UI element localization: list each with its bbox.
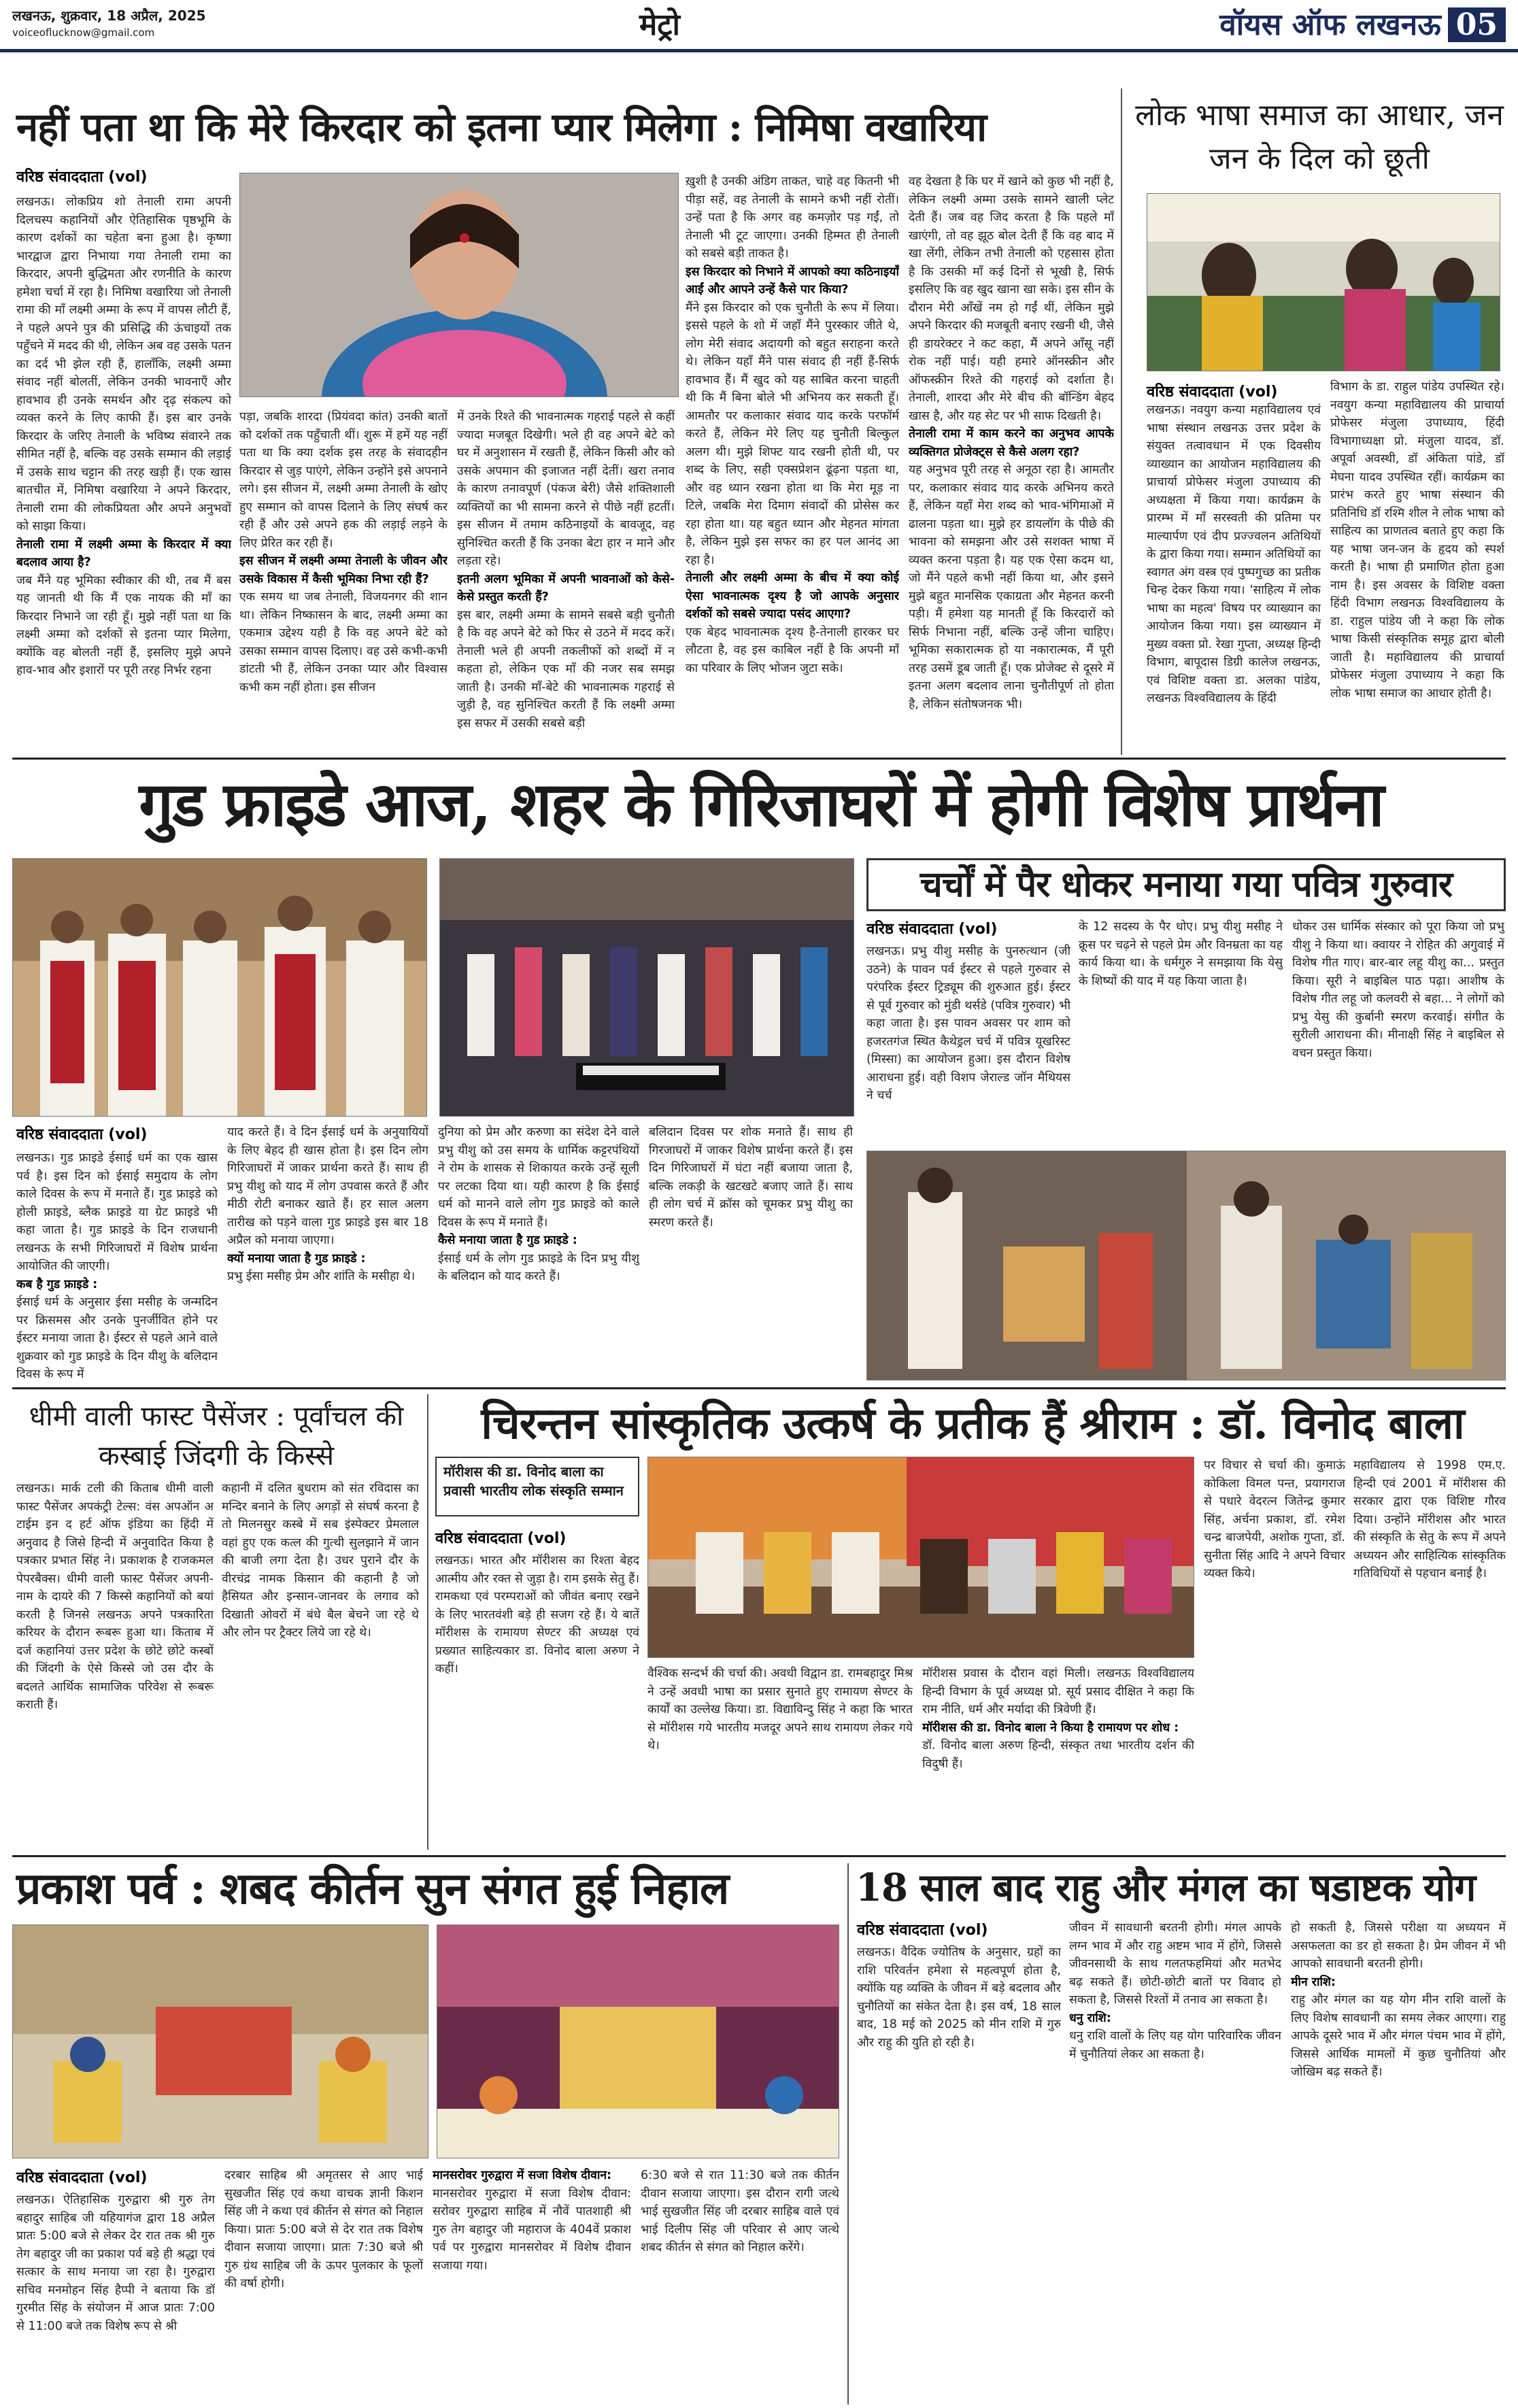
story5-text-3: मॉरीशस प्रवास के दौरान वहां मिली। लखनऊ विश्वविद्यालय हिन्दी विभाग के पूर्व अध्यक्ष प्रो. सूर्य प्रसाद दीक्षित ने कहा कि राम नीति, धर्म और मर्यादा की त्रिवेणी हैं।	[922, 1667, 1194, 1716]
story2-text-1b: ईसाई धर्म के अनुसार ईसा मसीह के जन्मदिन पर क्रिसमस और उनके पुनर्जीवित होने पर ईस्टर मनाया जाता है। ईस्टर से पहले आने वाले शुक्रवार को गुड फ्राइडे के दिन यीशु के बलिदान दिवस के रूप में	[16, 1295, 218, 1380]
gurudwara-photo-left	[12, 1924, 428, 2158]
story5-col5: महाविद्यालय से 1998 एम.ए. हिन्दी एवं 2001 में मॉरीशस की सरकार द्वारा एक विशिष्ट गौरव दिया। उन्होंने मॉरीशस और भारत की संस्कृति के सेतु के रूप में अपने अध्ययन और साहित्यिक सांस्कृतिक गतिविधियों से पहचान बनाई है।	[1353, 1459, 1506, 1580]
story1-text-1b: जब मैंने यह भूमिका स्वीकार की थी, तब मैं बस यह जानती थी कि मैं एक नायक की माँ का किरदार निभाने जा रही हूँ। मुझे नहीं पता था कि लक्ष्मी अम्मा को दर्शकों से इतना प्यार मिलेगा, क्योंकि वह बोलती नहीं हैं, इसलिए मुझे अपने हाव-भाव और इशारों पर पूरी तरह निर्भर रहना	[16, 573, 231, 677]
story4-headline: धीमी वाली फास्ट पैसेंजर : पूर्वांचल की कस्बाई जिंदगी के किस्से	[29, 1401, 404, 1472]
story1-headline: नहीं पता था कि मेरे किरदार को इतना प्यार मिलेगा : निमिषा वखारिया	[16, 104, 987, 150]
story2-text-3: दुनिया को प्रेम और करुणा का संदेश देने वाले प्रभु यीशु को उस समय के धार्मिक कट्टरपंथियों ने रोम के शासक से शिकायत करके उन्हें सूली पर लटका दिया था। यही कारण है कि ईसाई धर्म को मानने वाले लोग गुड फ्राइडे को काले दिवस के रूप में मनाते हैं।	[438, 1125, 639, 1230]
story1-text-3b: इस बार, लक्ष्मी अम्मा के सामने सबसे बड़ी चुनौती है कि वह अपने बेटे को फिर से उठने में मदद करें। तेनाली भले ही अपनी तकलीफों को शब्दों में न कहता हो, लेकिन एक माँ की नजर सब समझ जाती है। उनकी माँ-बेटे की भावनात्मक गहराई से जुड़ी है, वह सुनिश्चित करती हैं कि लक्ष्मी अम्मा इस सफर में उसकी सबसे बड़ी	[457, 608, 675, 730]
story2-byline: वरिष्ठ संवाददाता (vol)	[16, 1126, 148, 1143]
story1-text-4b: मैंने इस किरदार को एक चुनौती के रूप में लिया। इससे पहले के शो में जहाँ मैंने पुरस्कार जीते थे, लोग मेरी संवाद अदायगी को बहुत सराहना करते थे। लेकिन यहाँ मैंने पास संवाद ही नहीं हैं-सिर्फ हावभाव हैं। मैं खुद को यह साबित करना चाहती थी कि मैं बिना बोले भी अभिनय कर सकती हूँ। आमतौर पर कलाकार संवाद याद करके परफॉर्म करते हैं, लेकिन मेरे लिए यह चुनौती बिल्कुल अलग थी। मुझे शिफ्ट याद रखनी होती थी, पर शब्द के लिए, सही एक्सप्रेशन ढूंढ़ना पड़ता था, और वह ध्यान रखना होता था कि मेरा मूड़ ना टिले, जबकि मेरा दिमाग संवादों की प्रोसेस कर रहा होता था। यह बहुत ध्यान और मेहनत मांगता है, लेकिन मुझे इस सफर का हर पल आनंद आ रहा है।	[686, 301, 899, 567]
col-divider-2	[427, 1394, 428, 1850]
story6-sub-1: मानसरोवर गुरुद्वारा में सजा विशेष दीवान:	[433, 2169, 612, 2182]
story6-col2: दरबार साहिब श्री अमृतसर से आए भाई सुखजीत सिंह एवं कथा वाचक ज्ञानी किशन सिंह जी ने कथा एवं कीर्तन से संगत को निहाल किया। प्रातः 5:00 बजे से देर रात तक विशेष दीवान सजाया जाएगा। प्रातः 7:30 बजे श्री गुरु ग्रंथ साहिब जी के ऊपर पुलकार के फूलों की वर्षा होगी।	[224, 2169, 423, 2290]
story7-col2	[1069, 1919, 1281, 2405]
story3-col1: लखनऊ। प्रभु यीशु मसीह के पुनरुत्थान (जी उठने) के पावन पर्व ईस्टर से पहले गुरुवार से परंपरिक ईस्टर ट्रिड्यूम की शुरुआत हुई। ईस्टर से पूर्व गुरुवार को मुंडी थर्सडे (पवित्र गुरुवार) भी कहा जाता है। इस पावन अवसर पर शाम को हजरतगंज स्थित कैथेड्रल चर्च में पवित्र यूखरिस्ट (मिस्सा) का आयोजन हुआ। इस दौरान विशेष आराधना हुई। वही विशप जेराल्ड जॉन मैथियस ने चर्च	[866, 945, 1070, 1102]
section-rule-2	[12, 1387, 1506, 1389]
paper-name	[1219, 3, 1506, 44]
story6-byline: वरिष्ठ संवाददाता (vol)	[16, 2169, 148, 2186]
story5-col4: पर विचार से चर्चा की। कुमाऊं कोकिला विमल पन्त, प्रयागराज से पधारे वेदरत्न जितेन्द्र कुमार सिंह, अर्चना प्रकाश, डॉ. रमेश चन्द्र बाजपेयी, अशोक गुप्ता, डॉ. सुनीता सिंह आदि ने अपने विचार व्यक्त किये।	[1204, 1459, 1345, 1580]
story1-text-5: वह देखता है कि घर में खाने को कुछ भी नहीं है, लेकिन लक्ष्मी अम्मा उसके सामने खाली प्लेट देती हैं। जब वह जिद करता है कि पहले माँ खाएंगी, तो वह झूठ बोल देती हैं कि वह बाद में खा लेंगी, लेकिन तभी तेनाली को एहसास होता है कि उसकी माँ कई दिनों से भूखी है, सिर्फ इसलिए कि वह खुद खाना खा सके। इस सीन के दौरान मेरी आँखें नम हो गईं थीं, लेकिन मुझे अपने किरदार की मजबूती बनाए रखनी थी, जैसे ही डायरेक्टर ने कट कहा, मैं अपने आँसू नहीं रोक नहीं पाई। यही हमारे ऑनस्क्रीन और ऑफस्क्रीन रिश्ते की गहराई को दर्शाता है। तेनाली, शारदा और मेरे बीच की बॉन्डिंग बेहद खास है, और यह सेट पर भी साफ दिखती है।	[909, 175, 1114, 423]
story7-sub-1: धनु राशि:	[1069, 2011, 1111, 2025]
story2-col3	[438, 1123, 639, 1380]
section-rule-3	[12, 1855, 1506, 1857]
story2-col1	[16, 1149, 218, 1380]
section-rule	[12, 758, 1506, 760]
story3-col3: धोकर उस धार्मिक संस्कार को पूरा किया जो प्रभु यीशु ने किया था। क्वायर ने रोहित की अगुवाई में विशेष गीत गाए। बार-बार लहू यीशु का... प्रस्तुत किया। सूरी ने बाइबिल पाठ पढ़ा। आशीष के विशेष गीत लहू जो कलवरी से बहा... ने लोगों को प्रभु येसु की कुर्बानी स्मरण करवाई। संगीत के सुरीली आराधना की। मीनाक्षी सिंह ने बाइबिल से वचन प्रस्तुत किया।	[1292, 920, 1504, 1060]
story2-text-1: लखनऊ। गुड फ्राइडे ईसाई धर्म का एक खास पर्व है। इस दिन को ईसाई समुदाय के लोग काले दिवस के रूप में मनाते हैं। गुड फ्राइडे को होली फ्राइडे, ब्लैक फ्राइडे या ग्रेट फ्राइडे भी कहा जाता है। गुड फ्राइडे के दिन राजधानी लखनऊ के सभी गिरिजाघरों में विशेष प्रार्थना आयोजित की जाएगी।	[16, 1151, 218, 1273]
story1-col1	[16, 193, 231, 749]
story4-col1: लखनऊ। मार्क टली की किताब धीमी वाली फास्ट पैसेंजर अपकंट्री टेल्स: वंस अपऑन अ टाईम इन द हर्ट ऑफ इंडिया का हिंदी में अनुवाद है जिसे हिन्दी में अनुवादित किया है पत्रकार प्रभात सिंह ने। प्रकाशक है राजकमल पेपरबैक्स। धीमी वाली फास्ट पैसेंजर अपनी-नाम के दायरे की 7 किस्से कहानियों को बयां करती है जिनसे लखनऊ अपने पत्रकारिता करियर के दौरान रूबरू हुआ था। किताब में दर्ज कहानियां उत्तर प्रदेश के छोटे छोटे कस्बों की जिंदगी के ऐसे किस्से जो उस दौर के बदलते आर्थिक सामाजिक परिवेश से रूबरू कराती हैं।	[16, 1482, 214, 1712]
masthead-rule	[0, 49, 1518, 52]
story7-text-3b: राहु और मंगल का यह योग मीन राशि वालों के लिए विशेष सावधानी का समय लेकर आएगा। राहु आपके दूसरे भाव में और मंगल पंचम भाव में होंगे, जिससे आर्थिक मामलों में कुछ चुनौतियां और जोखिम बढ़ सकते हैं।	[1291, 1993, 1506, 2079]
story5-text-3b: डॉ. विनोद बाला अरुण हिन्दी, संस्कृत तथा भारतीय दर्शन की विदुषी हैं।	[922, 1739, 1194, 1771]
side-headline: लोक भाषा समाज का आधार, जन जन के दिल को छूती	[1135, 98, 1504, 176]
story7-text-2: जीवन में सावधानी बरतनी होगी। मंगल आपके लग्न भाव में और राहु अष्टम भाव में होंगे, जिससे जीवनसाथी के साथ गलतफहमियां और मतभेद बढ़ सकते हैं। छोटी-छोटी बातों पर विवाद हो सकता है, जिससे रिश्तों में तनाव आ सकता है।	[1069, 1921, 1281, 2007]
seminar-photo	[1147, 193, 1500, 371]
story2-headline: गुड फ्राइडे आज, शहर के गिरिजाघरों में होगी विशेष प्रार्थना	[139, 768, 1383, 841]
col-divider-3	[847, 1863, 849, 2405]
story2-col2	[227, 1123, 428, 1380]
story2-text-2: याद करते हैं। वे दिन ईसाई धर्म के अनुयायियों के लिए बेहद ही खास होता है। इस दिन लोग गिरिजाघरों में जाकर प्रार्थना करते हैं। साथ ही प्रभु यीशु को याद में लोग उपवास करते हैं और मीठी रोटी बनाकर खाते हैं। हर साल अलग तारीख को पड़ने वाला गुड फ्राइडे इस बार 18 अप्रैल को मनाया जाएगा।	[227, 1125, 428, 1247]
story2-sub-1: कब है गुड फ्राइडे :	[16, 1277, 98, 1291]
gurudwara-photo-right	[437, 1924, 839, 2158]
actress-photo	[239, 173, 679, 397]
story7-byline: वरिष्ठ संवाददाता (vol)	[857, 1922, 988, 1939]
story3-headline-box	[866, 858, 1506, 911]
church-choir-photo	[439, 858, 854, 1117]
story1-col2	[239, 408, 448, 749]
story1-byline: वरिष्ठ संवाददाता (vol)	[16, 169, 148, 186]
story1-question-1: तेनाली रामा में लक्ष्मी अम्मा के किरदार में क्या बदलाव आया है?	[16, 537, 231, 569]
story1-text-1: लखनऊ। लोकप्रिय शो तेनाली रामा अपनी दिलचस्प कहानियों और ऐतिहासिक पृष्ठभूमि के कारण दर्शकों का चहेता बना हुआ है। कृष्णा भारद्वाज द्वारा निभाया गया तेनाली रामा का किरदार, अपनी बुद्धिमता और रणनीति के कारण हमेशा चर्चा में रहा है। निमिषा वखारिया जो तेनाली रामा की माँ लक्ष्मी अम्मा के रूप में वापस लौटी हैं, ने पहले अपने पुत्र की प्रसिद्धि की ऊंचाइयों तक पहुँचने में मदद की थी, लेकिन अब वह उसके पतन का दर्द भी झेल रही हैं, हालाँकि, लक्ष्मी अम्मा संवाद नहीं बोलतीं, लेकिन उनकी भावनाएँ और हावभाव ही उनके समर्थन और दृढ़ संकल्प को व्यक्त करने के लिए काफी हैं। इस बार उनके किरदार के जरिए तेनाली के भविष्य संवारने तक सीमित नहीं है, बल्कि वह उसके सम्मान की लड़ाई में उसके साथ चट्टान की तरह खड़ी हैं। एक खास बातचीत में, निमिषा वखारिया ने अपने किरदार, तेनाली रामा की लोकप्रियता और अपने अनुभवों को साझा किया।	[16, 195, 231, 533]
story1-question-6: तेनाली रामा में काम करने का अनुभव आपके व्यक्तिगत प्रोजेक्ट्स से कैसे अलग रहा?	[909, 427, 1114, 459]
story7-col3	[1291, 1919, 1506, 2405]
section-label: मेट्रो	[639, 7, 680, 42]
story2-text-2b: प्रभु ईसा मसीह प्रेम और शांति के मसीहा थे।	[227, 1270, 416, 1283]
page-number: 05	[1448, 7, 1506, 42]
story5-headline: चिरन्तन सांस्कृतिक उत्कर्ष के प्रतीक हैं श्रीराम : डॉ. विनोद बाला	[481, 1398, 1464, 1449]
story1-text-2b: एक समय था जब तेनाली, विजयनगर की शान था। लेकिन निष्कासन के बाद, लक्ष्मी अम्मा का एकमात्र उद्देश्य यही है कि वह अपने बेटे को उसका सम्मान वापस दिलाए। वह उसे कभी-कभी डांटती भी हैं, लेकिन उनका प्यार और विश्वास कभी कम नहीं होता। इस सीजन	[239, 590, 448, 694]
story3-headline: चर्चों में पैर धोकर मनाया गया पवित्र गुरुवार	[920, 864, 1453, 905]
story1-text-3: में उनके रिश्ते की भावनात्मक गहराई पहले से कहीं ज्यादा मजबूत दिखेगी। भले ही वह अपने बेटे को घर में अनुशासन में रखती हैं, लेकिन किसी और को उसके अपमान की इजाजत नहीं देतीं। खरा तनाव के कारण तनावपूर्ण (पंकज बेरी) जैसे शक्तिशाली व्यक्तियों का भी सामना करने से पीछे नहीं हटतीं। इस सीजन में तमाम कठिनाइयों के बावजूद, वह सुनिश्चित करती हैं कि उनका बेटा हार न माने और लड़ता रहे।	[457, 410, 675, 568]
story1-col4	[686, 173, 899, 749]
story1-col3	[457, 408, 675, 749]
story2-sub-2: क्यों मनाया जाता है गुड फ्राइडे :	[227, 1251, 366, 1266]
story7-headline: 18 साल बाद राहु और मंगल का षडाष्टक योग	[856, 1865, 1476, 1910]
story6-col3	[433, 2167, 631, 2405]
story6-col1: लखनऊ। ऐतिहासिक गुरुद्वारा श्री गुरु तेग बहादुर साहिब जी यहियागंज द्वारा 18 अप्रैल प्रातः 5:00 बजे से लेकर देर रात तक श्री गुरु तेग बहादुर जी का प्रकाश पर्व बड़े ही श्रद्धा एवं सत्कार के साथ मनाया जा रहा है। गुरुद्वारा सचिव मनमोहन सिंह हैप्पी ने बताया कि डॉ गुरमीत सिंह के संयोजन में आज प्रातः 7:00 से 11:00 बजे तक विशेष रूप से श्री	[16, 2193, 215, 2333]
story5-col2: वैश्विक सन्दर्भ की चर्चा की। अवधी विद्वान डा. रामबहादुर मिश्र ने उन्हें अवधी भाषा का प्रसार सुनाते हुए रामायण सेण्टर के कार्यों का उल्लेख किया। डा. विद्याविन्दु सिंह ने कहा कि भारत से मॉरीशस गये भारतीय मजदूर अपने साथ रामायण लेकर गये थे।	[647, 1667, 913, 1752]
masthead-date	[12, 5, 206, 39]
story2-text-3b: ईसाई धर्म के लोग गुड फ्राइडे के दिन प्रभु यीशु के बलिदान को याद करते हैं।	[438, 1251, 639, 1283]
story4-col2: कहानी में दलित बुधराम को संत रविदास का मन्दिर बनाने के लिए अगड़ों से संघर्ष करना है तो मिलनसुर कस्बे में सब इंस्पेक्टर प्रेमलाल वहां हुए एक कत्ल की गुत्थी सुलझाने में जान की बाजी लगा देता है। उधर पुराने दौर के वीरचंद्र नामक किसान की कहानी है जो हैसियत और इन्सान-जानवर के लगाव को दिखाती ओवरों में बंधे बैल बेचने जा रहे थे और लोन पर ट्रैक्टर लिये जा रहे थे।	[222, 1482, 419, 1640]
story1-question-4: इस किरदार को निभाने में आपको क्या कठिनाइयाँ आईं और आपने उन्हें कैसे पार किया?	[686, 265, 899, 296]
col-divider	[1121, 88, 1122, 755]
story6-col4: 6:30 बजे से रात 11:30 बजे तक कीर्तन दीवान सजाया जाएगा। इस दौरान रागी जत्थे भाई सुखजीत सिंह जी दरबार साहिब वाले एवं भाई दिलीप सिंह जी परिवार से आए जत्थे शबद कीर्तन से संगत को निहाल करेंगे।	[641, 2169, 839, 2254]
story5-col1: लखनऊ। भारत और मॉरीशस का रिश्ता बेहद आत्मीय और रक्त से जुड़ा है। राम इसके सेतु हैं। रामकथा एवं परम्पराओं को जीवंत बनाए रखने के लिए भारतवंशी बड़े ही सजग रहे हैं। ये बातें मॉरीशस के रामायण सेण्टर की अध्यक्ष एवं प्रख्यात साहित्यकार डा. विनोद बाला अरुण ने कहीं।	[435, 1554, 639, 1676]
story5-byline: वरिष्ठ संवाददाता (vol)	[435, 1530, 567, 1547]
story7-text-2b: धनु राशि वालों के लिए यह योग पारिवारिक जीवन में चुनौतियां लेकर आ सकता है।	[1069, 2029, 1281, 2061]
story1-question-2: इस सीजन में लक्ष्मी अम्मा तेनाली के जीवन और उसके विकास में कैसी भूमिका निभा रही हैं?	[239, 554, 448, 586]
church-priests-photo	[12, 858, 427, 1117]
story7-col1: लखनऊ। वैदिक ज्योतिष के अनुसार, ग्रहों का राशि परिवर्तन हमेशा से महत्वपूर्ण होता है, क्योंकि यह व्यक्ति के जीवन में बड़े बदलाव और चुनौतियों का संकेत देता है। इस वर्ष, 18 साल बाद, 18 मई को 2025 को मीन राशि में गुरु और राहु की युति हो रही है।	[857, 1946, 1061, 2050]
story6-headline: प्रकाश पर्व : शबद कीर्तन सुन संगत हुई निहाल	[16, 1863, 729, 1914]
side-byline: वरिष्ठ संवाददाता (vol)	[1147, 384, 1278, 401]
story1-question-5: तेनाली और लक्ष्मी अम्मा के बीच में क्या कोई ऐसा भावनात्मक दृश्य है जो आपके अनुसार दर्शकों को सबसे ज्यादा पसंद आएगा?	[686, 571, 899, 621]
story3-byline: वरिष्ठ संवाददाता (vol)	[866, 921, 998, 938]
story1-text-4c: एक बेहद भावनात्मक दृश्य है-तेनाली हारकर घर लौटता है, वह इस काबिल नहीं है कि अपनी माँ का परिवार के लिए भोजन जुटा सके।	[686, 625, 899, 675]
story2-col4: बलिदान दिवस पर शोक मनाते हैं। साथ ही गिरजाघरों में जाकर विशेष प्रार्थना करते हैं। इस दिन गिरिजाघरों में घंटा नहीं बजाया जाता है, बल्कि लकड़ी के खटखटे बजाए जाते हैं। साथ ही लोग चर्च में क्रॉस को चूमकर प्रभु यीशु का स्मरण करते हैं।	[649, 1125, 853, 1230]
email-line: voiceoflucknow@gmail.com	[12, 27, 155, 39]
side-col2: विभाग के डा. राहुल पांडेय उपस्थित रहे। नवयुग कन्या महाविद्यालय की प्राचार्या प्रोफेसर मंजुला उपाध्याय, हिंदी विभागाध्यक्षा प्रो. मंजुला यादव, डॉ. अपूर्वा अवस्थी, डॉ अंकिता पांडे, डॉ मेघना यादव उपस्थित रहीं। कार्यक्रम का प्रारंभ करते हुए भाषा संस्थान की प्रतिनिधि डॉ रश्मि शील ने लोक भाषा को साहित्य का प्राणतत्व बताते हुए कहा कि यह भाषा जन-जन के हृदय को स्पर्श करती है। भाषा ही प्रमाणित होता हुआ नाम है। इस अवसर के विशिष्ट वक्ता हिंदी विभाग लखनऊ विश्वविद्यालय के डा. राहुल पांडेय जी ने कहा कि लोक भाषा किसी संस्कृतिक समूह द्वारा बोली जाती है। महाविद्यालय की प्राचार्या प्रोफेसर मंजुला उपाध्याय ने कहा कि लोक भाषा समाज का आधार होती है।	[1330, 380, 1504, 700]
foot-washing-photo	[866, 1151, 1506, 1380]
story1-question-3: इतनी अलग भूमिका में अपनी भावनाओं को केसे-केसे प्रस्तुत करती हैं?	[457, 572, 675, 604]
story3-col2: के 12 सदस्य के पैर धोए। प्रभु यीशु मसीह ने क्रूस पर चढ़ने से पहले प्रेम और विनम्रता का यह कार्य किया था। के धर्मगुरु ने समझाया कि येसु के शिष्यों की याद में यह किया जाता है।	[1079, 920, 1283, 988]
story7-text-3: हो सकती है, जिससे परीक्षा या अध्ययन में असफलता का डर हो सकता है। प्रेम जीवन में भी आपको सावधानी बरतनी होगी।	[1291, 1921, 1506, 1971]
story1-text-5b: यह अनुभव पूरी तरह से अनूठा रहा है। आमतौर पर, कलाकार संवाद याद करके अभिनय करते हैं, लेकिन यहाँ मेरा शब्द को भाव-भंगिमाओं में ढालना पड़ता था। मुझे हर डायलॉग के पीछे की भावना को समझना और उसे सशक्त भाषा में व्यक्त करना पड़ता है। यह एक ऐसा कदम था, जो मैंने पहले कभी नहीं किया था, और इसने मुझे बहुत मानसिक एकाग्रता और मेहनत करनी पड़ी। मैं हमेशा यह मानती हूँ कि किरदारों को सिर्फ निभाना नहीं, बल्कि उन्हें जीना चाहिए। भूमिका सकारात्मक हो या नकारात्मक, मैं पूरी तरह उसमें डूब जाती हूँ। एक प्रोजेक्ट से दूसरे में इतना अलग बदलाव लाना चुनौतीपूर्ण तो होता है, लेकिन संतोषजनक भी।	[909, 463, 1114, 711]
story7-sub-2: मीन राशि:	[1291, 1975, 1336, 1989]
award-ceremony-photo	[647, 1457, 1194, 1658]
story6-text-3: मानसरोवर गुरुद्वारा में सजा विशेष दीवान: सरोवर गुरुद्वारा साहिब में नौवें पातशाही श्री गुरु तेग बहादुर जी महाराज के 404वें प्रकाश पर्व पर गुरुद्वारा मानसरोवर में विशेष दीवान सजाया गया।	[433, 2186, 631, 2273]
story1-text-4: ख़ुशी है उनकी अंडिग ताकत, चाहे वह कितनी भी पीड़ा सहें, वह तेनाली के सामने कभी नहीं रोतीं। उन्हें पता है कि अगर वह कमज़ोर पड़ गईं, तो तेनाली भी टूट जाएगा। उनकी हिम्मत ही तेनाली को सबसे बड़ी ताकत है।	[686, 175, 899, 260]
story1-text-2: पड़ा, जबकि शारदा (प्रियंवदा कांत) उनकी बातों को दर्शकों तक पहुँचाती थीं। शुरू में हमें यह नहीं पता था कि क्या दर्शक इस तरह के संवादहीन किरदार से जुड़ पाएंगे, लेकिन उन्होंने इसे अपनाने लगे। इस सीजन में, लक्ष्मी अम्मा तेनाली के खोए हुए सम्मान को वापस दिलाने के लिए संघर्ष कर रही हैं और उसे अपने हक की लड़ाई लड़ने के लिए प्रेरित कर रही हैं।	[239, 410, 448, 550]
side-col1: लखनऊ। नवयुग कन्या महाविद्यालय एवं भाषा संस्थान लखनऊ उत्तर प्रदेश के संयुक्त तत्वावधान में एक दिवसीय व्याख्यान का आयोजन महाविद्यालय की प्राचार्या प्रोफेसर मंजुला उपाध्याय की अध्यक्षता में किया गया। कार्यक्रम के प्रारम्भ में माँ सरस्वती की प्रतिमा पर माल्यार्पण एवं दीप प्रज्ज्वलन अतिथियों के द्वारा किया गया। सम्मान अतिथियों का स्वागत अंग वस्त्र एवं पुष्पगुच्छ का प्रतीक चिन्ह देकर किया गया। 'साहित्य में लोक भाषा का महत्व' विषय पर व्याख्यान का आयोजन किया गया। इस व्याख्यान में मुख्य वक्ता प्रो. रेखा गुप्ता, अध्यक्ष हिन्दी विभाग, बापूदास डिग्री कालेज लखनऊ, एवं विशिष्ट वक्ता डा. अलका पांडेय, लखनऊ विश्वविद्यालय के हिंदी	[1147, 403, 1321, 705]
story1-col5	[909, 173, 1114, 749]
story5-sub-1: मॉरीशस की डा. विनोद बाला ने किया है रामायण पर शोध :	[922, 1720, 1179, 1735]
story5-photo-caption: मॉरीशस की डा. विनोद बाला का प्रवासी भारतीय लोक संस्कृति सम्मान	[435, 1457, 639, 1516]
story5-col3	[922, 1665, 1194, 1847]
story2-sub-3: कैसे मनाया जाता है गुड फ्राइडे :	[438, 1234, 577, 1247]
paper-title: वॉयस ऑफ लखनऊ	[1219, 7, 1441, 42]
date-line: लखनऊ, शुक्रवार, 18 अप्रैल, 2025	[12, 7, 206, 24]
